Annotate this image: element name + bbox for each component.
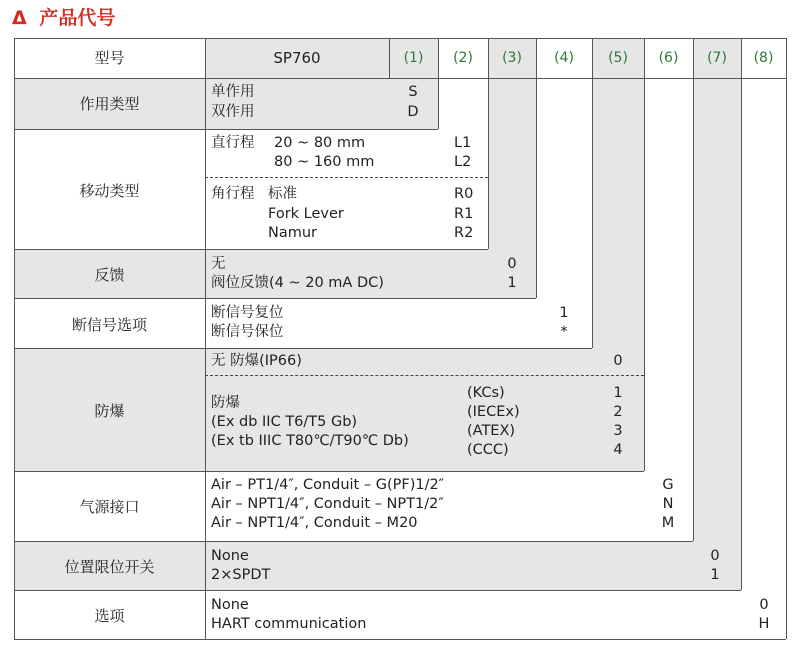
action-row-bottom xyxy=(205,129,438,130)
option-text: Namur xyxy=(268,225,318,241)
connector-column-5 xyxy=(592,78,644,348)
option-code: D xyxy=(407,104,419,120)
label-action-type: 作用类型 xyxy=(79,95,140,113)
label-travel-type: 移动类型 xyxy=(79,182,140,200)
cert-code: 4 xyxy=(613,442,623,458)
feedback-row-right xyxy=(536,78,537,298)
limit-row-right xyxy=(741,78,742,590)
option-text: HART communication xyxy=(211,616,367,632)
label-row-border-7 xyxy=(14,590,205,591)
option-text: 断信号复位 xyxy=(211,305,284,321)
travel-row-right xyxy=(488,78,489,249)
option-text: Air – PT1/4″, Conduit – G(PF)1/2″ xyxy=(211,477,445,493)
explosion-row-bottom xyxy=(205,471,644,472)
option-code: R0 xyxy=(454,186,474,202)
option-code: L2 xyxy=(454,154,472,170)
position-2: (2) xyxy=(453,50,473,66)
label-row-border-1 xyxy=(14,129,205,130)
option-text: 无 xyxy=(211,256,226,272)
option-code: S xyxy=(408,84,418,100)
label-row-border-4 xyxy=(14,348,205,349)
table-right-border xyxy=(786,38,787,639)
rotary-title: 角行程 xyxy=(211,186,255,202)
label-row-border-3 xyxy=(14,298,205,299)
label-row-border-5 xyxy=(14,471,205,472)
section-title xyxy=(12,3,115,30)
section-title-text: 产品代号 xyxy=(39,7,116,29)
option-text: None xyxy=(211,548,249,564)
option-code: 1 xyxy=(507,275,517,291)
option-text: Air – NPT1/4″, Conduit – M20 xyxy=(211,515,418,531)
option-code: 0 xyxy=(759,597,769,613)
option-text: Fork Lever xyxy=(268,206,344,222)
option-shade-limit xyxy=(205,541,741,590)
option-code: L1 xyxy=(454,135,472,151)
position-4: (4) xyxy=(554,50,574,66)
ex-line: (Ex db IIC T6/T5 Gb) xyxy=(211,414,358,430)
signal-row-right xyxy=(592,78,593,348)
table-bottom-border xyxy=(14,639,786,640)
cert-code: 1 xyxy=(613,385,623,401)
ex-line: 防爆 xyxy=(211,395,240,411)
option-text: 双作用 xyxy=(211,104,255,120)
label-row-border-6 xyxy=(14,541,205,542)
signal-row-bottom xyxy=(205,348,592,349)
delta-icon: Δ xyxy=(12,7,27,29)
position-7: (7) xyxy=(707,50,727,66)
label-feedback: 反馈 xyxy=(94,266,125,284)
position-3: (3) xyxy=(502,50,522,66)
air-row-bottom xyxy=(205,541,693,542)
option-code: R1 xyxy=(454,206,474,222)
air-row-right xyxy=(693,78,694,541)
option-code: 0 xyxy=(710,548,720,564)
option-text: 20 ~ 80 mm xyxy=(274,135,366,151)
option-text: 标准 xyxy=(268,186,297,202)
cert-text: (ATEX) xyxy=(467,423,516,439)
feedback-row-bottom xyxy=(205,298,536,299)
travel-dashed-divider xyxy=(205,177,488,178)
cert-text: (IECEx) xyxy=(467,404,520,420)
connector-column-7 xyxy=(693,78,741,541)
option-code: G xyxy=(662,477,674,493)
position-5: (5) xyxy=(608,50,628,66)
cert-text: (CCC) xyxy=(467,442,509,458)
ex-line: (Ex tb IIIC T80℃/T90℃ Db) xyxy=(211,433,409,449)
linear-title: 直行程 xyxy=(211,135,255,151)
option-text: 2×SPDT xyxy=(211,567,271,583)
option-text: None xyxy=(211,597,249,613)
position-6: (6) xyxy=(658,50,679,66)
position-1: (1) xyxy=(403,50,424,66)
header-label: 型号 xyxy=(94,49,125,67)
option-code: 1 xyxy=(559,305,569,321)
option-text: 80 ~ 160 mm xyxy=(274,154,375,170)
explosion-dashed-divider xyxy=(205,375,644,376)
header-bottom-border xyxy=(14,78,786,79)
option-code: M xyxy=(661,515,675,531)
explosion-row-right xyxy=(644,78,645,471)
option-code: * xyxy=(560,324,568,340)
option-code: 0 xyxy=(613,353,623,369)
cert-text: (KCs) xyxy=(467,385,505,401)
label-limit-switch: 位置限位开关 xyxy=(64,558,155,576)
travel-row-bottom xyxy=(205,249,488,250)
label-air-connection: 气源接口 xyxy=(79,498,140,516)
option-code: R2 xyxy=(454,225,474,241)
action-row-right xyxy=(438,78,439,129)
option-code: 0 xyxy=(507,256,517,272)
label-options: 选项 xyxy=(94,607,125,625)
model-number: SP760 xyxy=(273,49,321,67)
option-code: 1 xyxy=(710,567,720,583)
option-code: N xyxy=(662,496,674,512)
option-text: 阀位反馈(4 ~ 20 mA DC) xyxy=(211,275,384,291)
option-text: 单作用 xyxy=(211,84,255,100)
label-signal-loss: 断信号选项 xyxy=(71,316,147,334)
limit-row-bottom xyxy=(205,590,741,591)
option-code: H xyxy=(758,616,770,632)
label-explosion-proof: 防爆 xyxy=(94,402,125,420)
position-8: (8) xyxy=(753,50,774,66)
cert-code: 3 xyxy=(613,423,623,439)
cert-code: 2 xyxy=(613,404,623,420)
option-text: Air – NPT1/4″, Conduit – NPT1/2″ xyxy=(211,496,444,512)
option-text: 无 防爆(IP66) xyxy=(211,353,302,369)
connector-column-3 xyxy=(488,78,536,249)
label-row-border-2 xyxy=(14,249,205,250)
option-text: 断信号保位 xyxy=(211,324,284,340)
